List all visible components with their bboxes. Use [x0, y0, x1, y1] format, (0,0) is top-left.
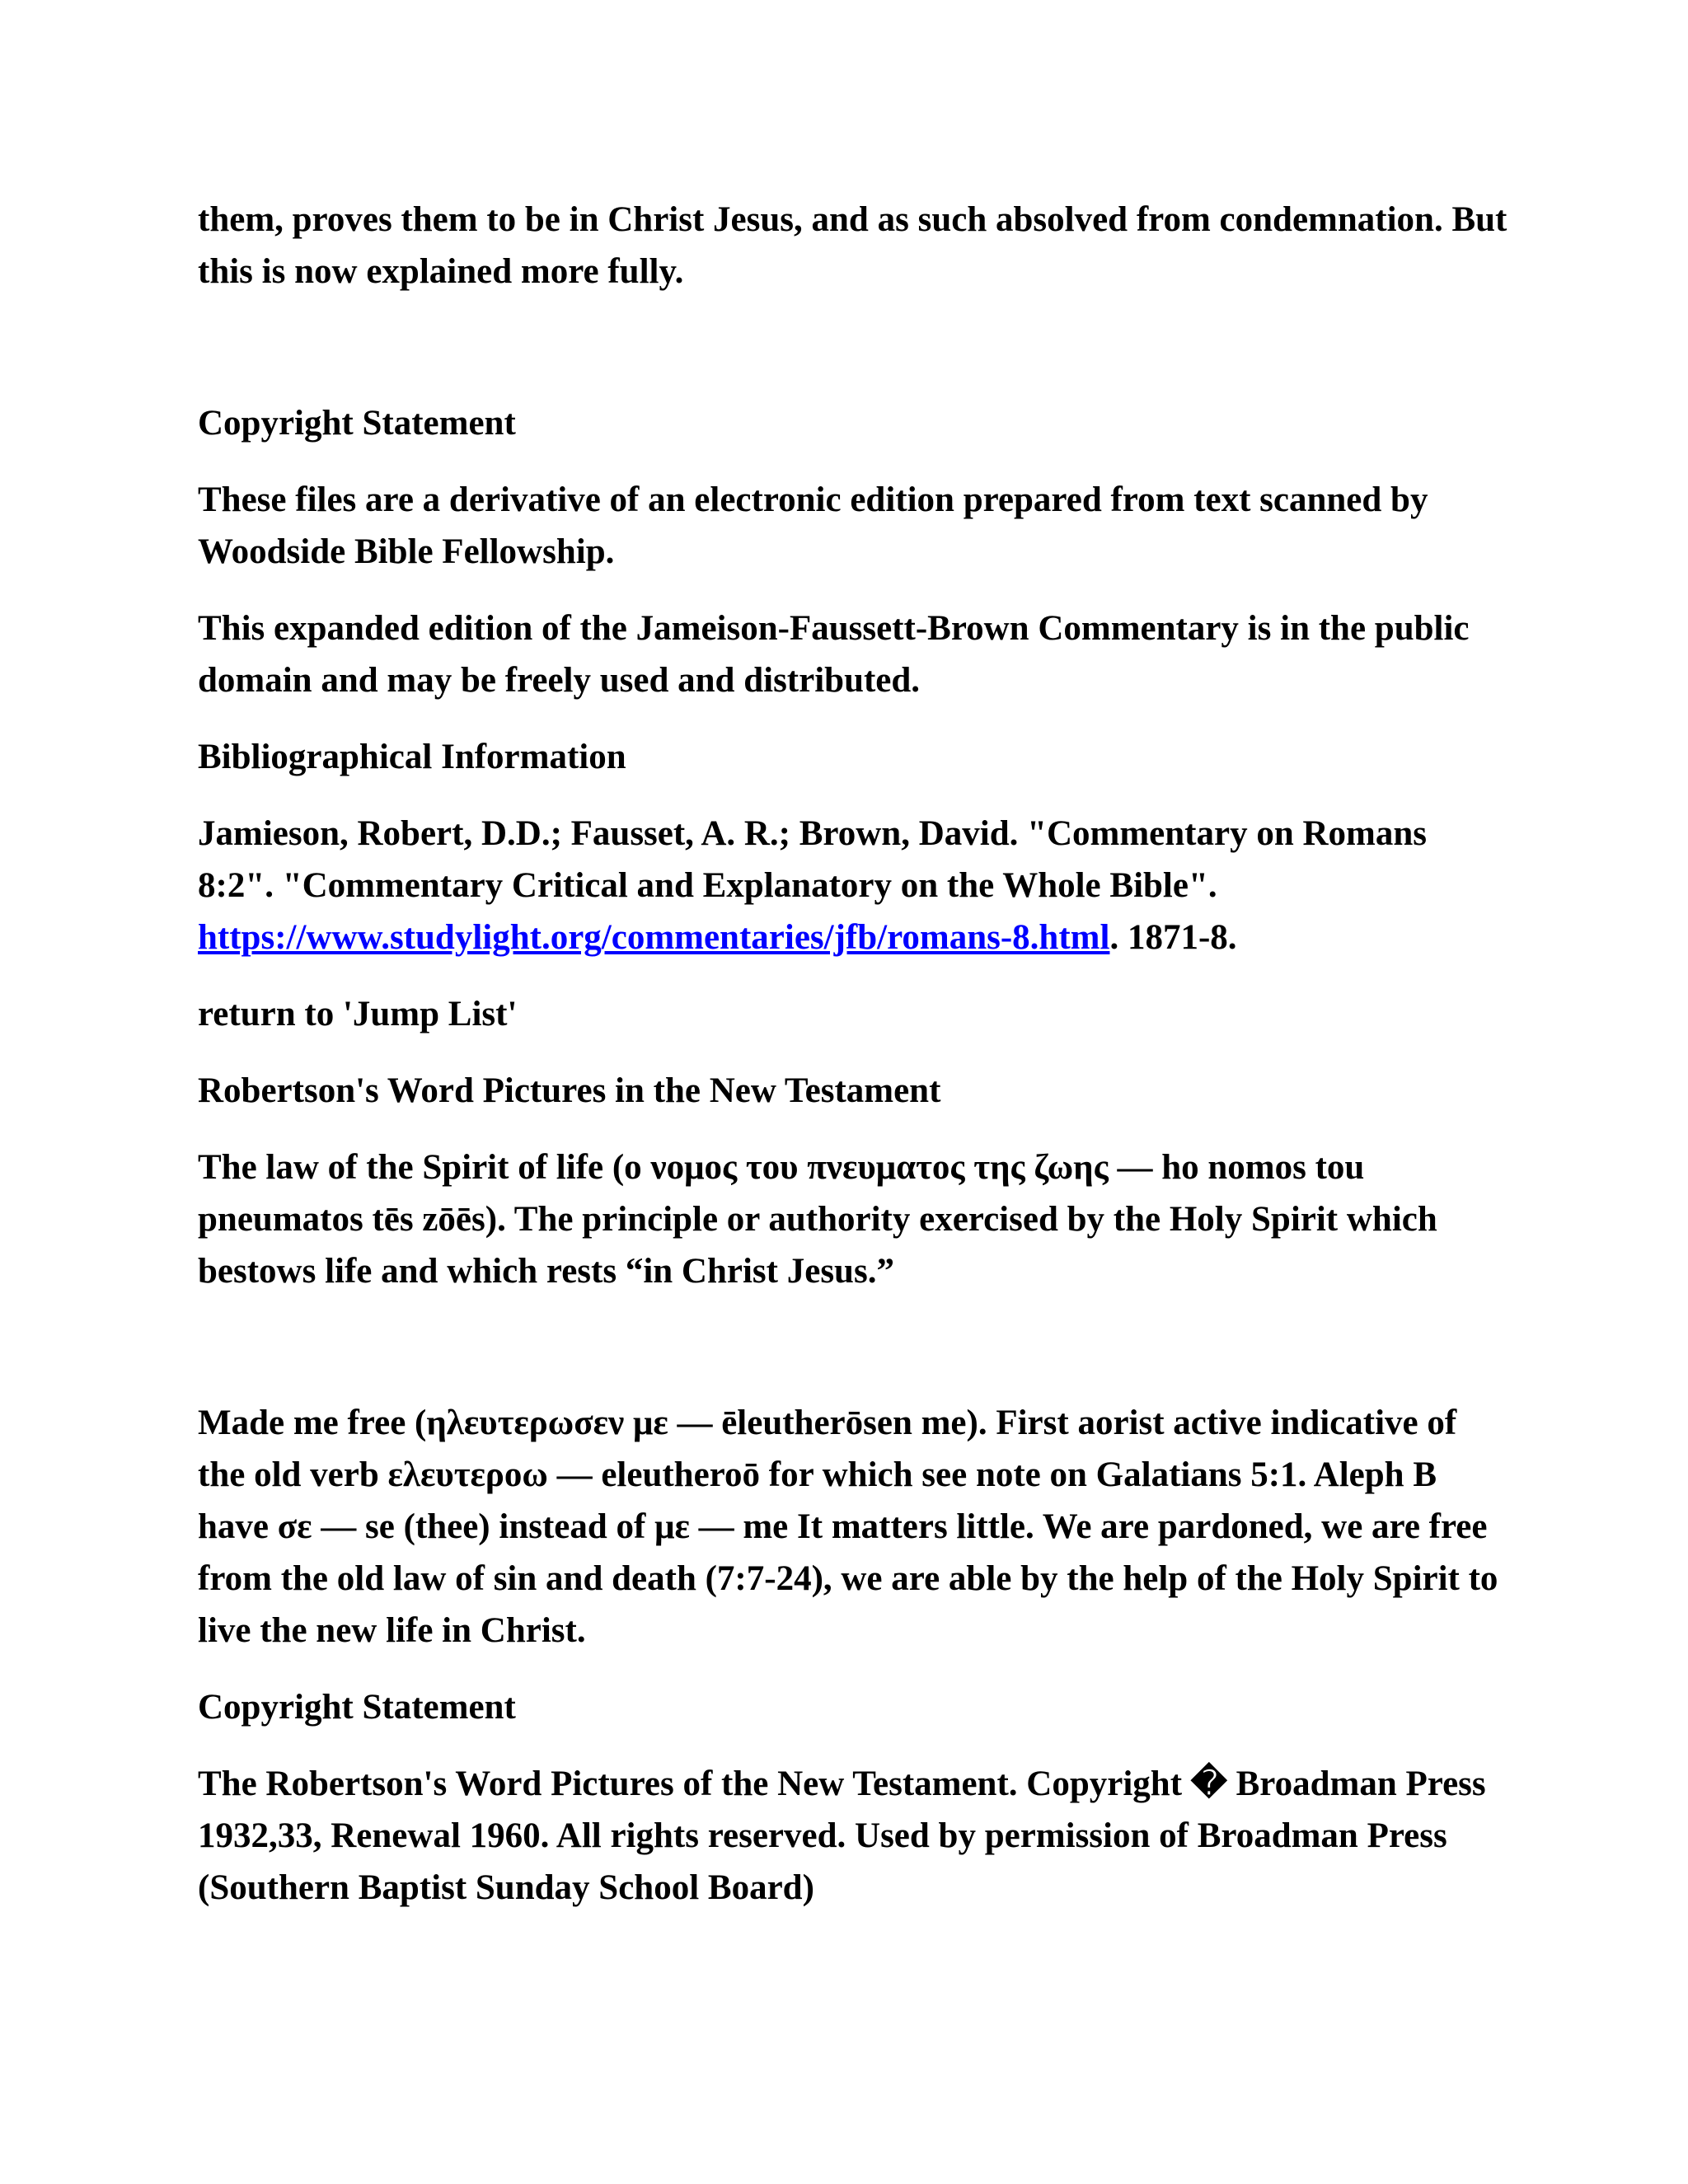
- paragraph-law-of-spirit: The law of the Spirit of life (ο νομος του πνευματος της ζωης — ho nomos tou pneumatos tēs zōēs). The principle or authority exercised by the Holy Spirit which bestows life and which rests “in Christ Jesus.”: [198, 1148, 1437, 1291]
- return-to-jump-list-link[interactable]: return to 'Jump List': [198, 995, 518, 1033]
- paragraph-made-me-free: Made me free (ηλευτερωσεν με — ēleutherōsen me). First aorist active indicative of the old verb ελευτεροω — eleutheroō for which see note on Galatians 5:1. Aleph B have σε — se (thee) instead of με — me It matters little. We are pardoned, we are free from the old law of sin and death (7:7-24), we are able by the help of the Holy Spirit to live the new life in Christ.: [198, 1404, 1498, 1650]
- paragraph-intro: them, proves them to be in Christ Jesus, and as such absolved from condemnation. But this is now explained more fully.: [198, 200, 1507, 291]
- citation-year: . 1871-8.: [1109, 918, 1237, 957]
- paragraph-robertson-copyright: The Robertson's Word Pictures of the New Testament. Copyright � Broadman Press 1932,33, Renewal 1960. All rights reserved. Used by permission of Broadman Press (Southern Baptist Sunday School Board): [198, 1765, 1486, 1907]
- citation-text: Jamieson, Robert, D.D.; Fausset, A. R.; Brown, David. "Commentary on Romans 8:2". "Commentary Critical and Explanatory on the Whole Bible".: [198, 814, 1428, 905]
- heading-copyright-statement-2: Copyright Statement: [198, 1688, 516, 1727]
- heading-robertson-word-pictures: Robertson's Word Pictures in the New Testament: [198, 1071, 941, 1110]
- paragraph-derivative-note: These files are a derivative of an electronic edition prepared from text scanned by Woodside Bible Fellowship.: [198, 480, 1428, 571]
- paragraph-citation: [198, 808, 1508, 963]
- document-page: [198, 194, 1508, 1914]
- heading-bibliographical-information: Bibliographical Information: [198, 738, 626, 776]
- paragraph-public-domain: This expanded edition of the Jameison-Faussett-Brown Commentary is in the public domain and may be freely used and distributed.: [198, 609, 1470, 700]
- heading-copyright-statement: Copyright Statement: [198, 404, 516, 443]
- studylight-link[interactable]: https://www.studylight.org/commentaries/jfb/romans-8.html: [198, 918, 1110, 957]
